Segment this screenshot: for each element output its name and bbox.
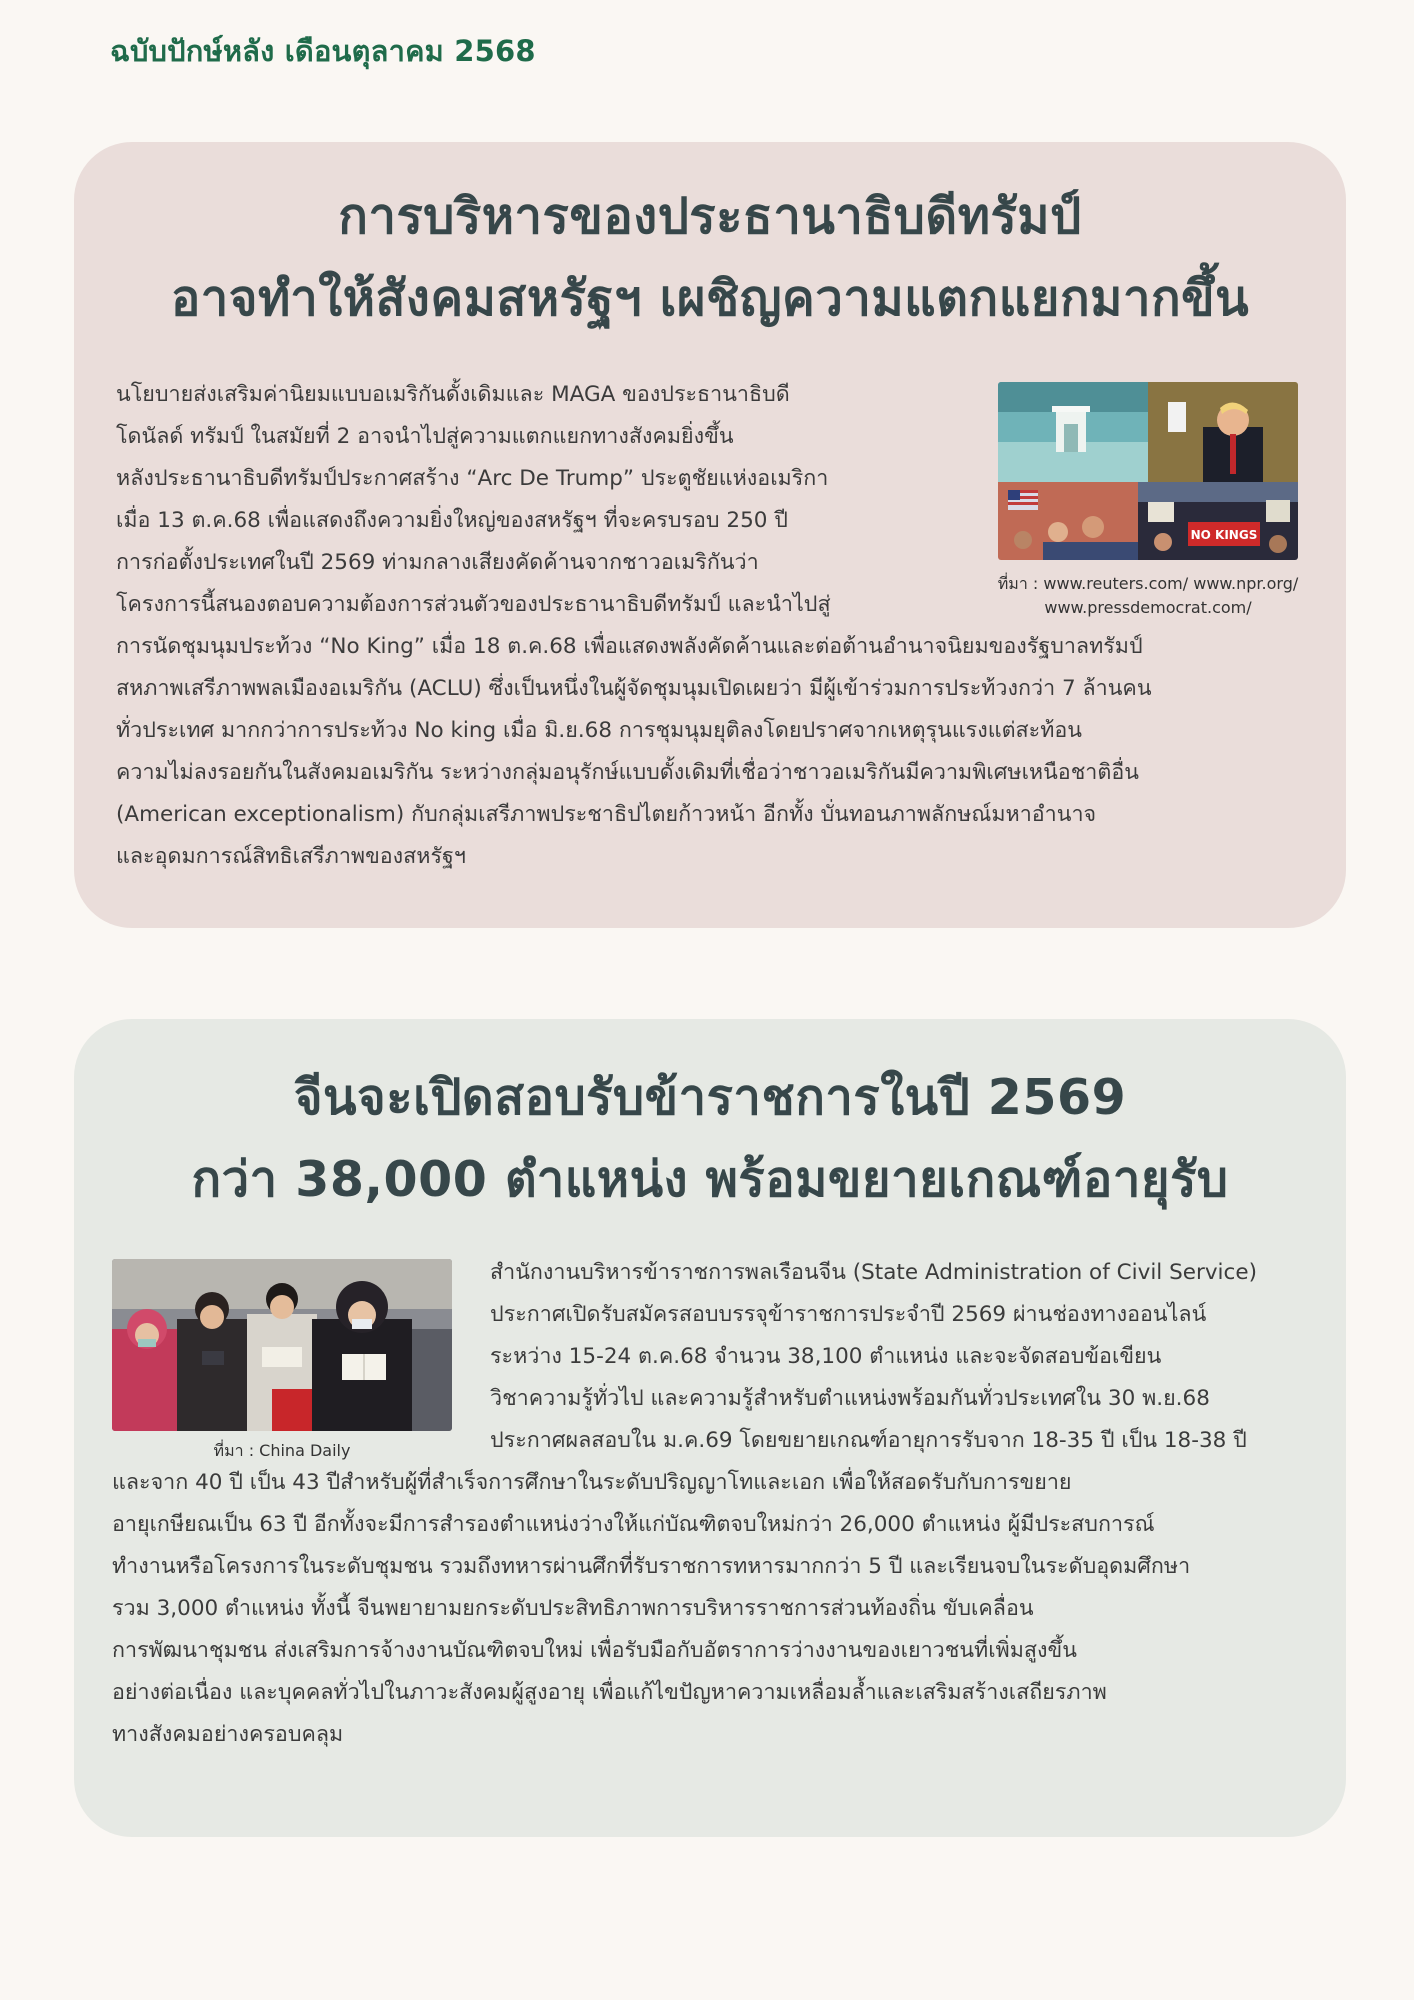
caption-line-1: ที่มา : www.reuters.com/ www.npr.org/ xyxy=(997,574,1299,593)
article-photo-collage xyxy=(998,382,1298,560)
body-line: รวม 3,000 ตำแหน่ง ทั้งนี้ จีนพยายามยกระดับประสิทธิภาพการบริหารราชการส่วนท้องถิ่น ขับเคลื่อน xyxy=(112,1596,1034,1621)
body-line: ทั่วประเทศ มากกว่าการประท้วง No king เมื่อ มิ.ย.68 การชุมนุมยุติลงโดยปราศจากเหตุรุนแรงแต่สะท้อน xyxy=(116,718,1082,743)
photo-sign-text: NO KINGS xyxy=(1190,528,1258,542)
body-line: โดนัลด์ ทรัมป์ ในสมัยที่ 2 อาจนำไปสู่ความแตกแยกทางสังคมยิ่งขึ้น xyxy=(116,424,734,449)
photo-caption xyxy=(974,572,1322,620)
photo-collage-image xyxy=(998,382,1298,560)
headline-line-2: กว่า 38,000 ตำแหน่ง พร้อมขยายเกณฑ์อายุรับ xyxy=(191,1151,1229,1208)
body-line: สำนักงานบริหารข้าราชการพลเรือนจีน (State Administration of Civil Service) xyxy=(490,1260,1257,1285)
body-line: สหภาพเสรีภาพพลเมืองอเมริกัน (ACLU) ซึ่งเป็นหนึ่งในผู้จัดชุมนุมเปิดเผยว่า มีผู้เข้าร่วมการประท้วงกว่า 7 ล้านคน xyxy=(116,676,1152,701)
body-line: ประกาศเปิดรับสมัครสอบบรรจุข้าราชการประจำปี 2569 ผ่านช่องทางออนไลน์ xyxy=(490,1302,1207,1327)
body-line: การก่อตั้งประเทศในปี 2569 ท่ามกลางเสียงคัดค้านจากชาวอเมริกันว่า xyxy=(116,550,759,575)
headline-line-1: การบริหารของประธานาธิบดีทรัมป์ xyxy=(338,188,1082,245)
article-card-trump xyxy=(74,142,1346,928)
article-card-china xyxy=(74,1019,1346,1837)
body-line: (American exceptionalism) กับกลุ่มเสรีภาพประชาธิปไตยก้าวหน้า อีกทั้ง บั่นทอนภาพลักษณ์มหาอำนาจ xyxy=(116,802,1097,827)
body-line: ความไม่ลงรอยกันในสังคมอเมริกัน ระหว่างกลุ่มอนุรักษ์แบบดั้งเดิมที่เชื่อว่าชาวอเมริกันมีความพิเศษเหนือชาติอื่น xyxy=(116,760,1139,785)
body-line: เมื่อ 13 ต.ค.68 เพื่อแสดงถึงความยิ่งใหญ่ของสหรัฐฯ ที่จะครบรอบ 250 ปี xyxy=(116,508,788,533)
body-line: ทางสังคมอย่างครอบคลุม xyxy=(112,1722,344,1747)
body-line: และอุดมการณ์สิทธิเสรีภาพของสหรัฐฯ xyxy=(116,844,466,869)
body-line: และจาก 40 ปี เป็น 43 ปีสำหรับผู้ที่สำเร็จการศึกษาในระดับปริญญาโทและเอก เพื่อให้สอดรับกับการขยาย xyxy=(112,1470,1072,1495)
body-line: ประกาศผลสอบใน ม.ค.69 โดยขยายเกณฑ์อายุการรับจาก 18-35 ปี เป็น 18-38 ปี xyxy=(490,1428,1247,1453)
body-line: โครงการนี้สนองตอบความต้องการส่วนตัวของประธานาธิบดีทรัมป์ และนำไปสู่ xyxy=(116,592,831,617)
body-line: หลังประธานาธิบดีทรัมป์ประกาศสร้าง “Arc De Trump” ประตูชัยแห่งอเมริกา xyxy=(116,466,829,491)
caption-line-2: www.pressdemocrat.com/ xyxy=(1044,598,1252,617)
issue-label: ฉบับปักษ์หลัง เดือนตุลาคม 2568 xyxy=(110,34,536,68)
body-line: นโยบายส่งเสริมค่านิยมแบบอเมริกันดั้งเดิมและ MAGA ของประธานาธิบดี xyxy=(116,382,790,407)
body-line: ระหว่าง 15-24 ต.ค.68 จำนวน 38,100 ตำแหน่ง และจะจัดสอบข้อเขียน xyxy=(490,1344,1162,1369)
photo-caption: ที่มา : China Daily xyxy=(213,1441,351,1460)
article-headline xyxy=(74,176,1346,340)
headline-line-1: จีนจะเปิดสอบรับข้าราชการในปี 2569 xyxy=(293,1069,1127,1126)
article-photo-exam-candidates xyxy=(112,1259,452,1431)
body-line: ทำงานหรือโครงการในระดับชุมชน รวมถึงทหารผ่านศึกที่รับราชการทหารมากกว่า 5 ปี และเรียนจบในระดับอุดมศึกษา xyxy=(112,1554,1191,1579)
body-line: อายุเกษียณเป็น 63 ปี อีกทั้งจะมีการสำรองตำแหน่งว่างให้แก่บัณฑิตจบใหม่กว่า 26,000 ตำแหน่ง ผู้มีประสบการณ์ xyxy=(112,1512,1155,1537)
headline-line-2: อาจทำให้สังคมสหรัฐฯ เผชิญความแตกแยกมากขึ้น xyxy=(170,270,1250,327)
exam-candidates-image xyxy=(112,1259,452,1431)
body-line: การพัฒนาชุมชน ส่งเสริมการจ้างงานบัณฑิตจบใหม่ เพื่อรับมือกับอัตราการว่างงานของเยาวชนที่เพิ่มสูงขึ้น xyxy=(112,1638,1077,1663)
body-line: การนัดชุมนุมประท้วง “No King” เมื่อ 18 ต.ค.68 เพื่อแสดงพลังคัดค้านและต่อต้านอำนาจนิยมของรัฐบาลทรัมป์ xyxy=(116,634,1143,659)
body-line: อย่างต่อเนื่อง และบุคคลทั่วไปในภาวะสังคมผู้สูงอายุ เพื่อแก้ไขปัญหาความเหลื่อมล้ำและเสริมสร้างเสถียรภาพ xyxy=(112,1680,1107,1705)
body-line: วิชาความรู้ทั่วไป และความรู้สำหรับตำแหน่งพร้อมกันทั่วประเทศใน 30 พ.ย.68 xyxy=(490,1386,1210,1411)
article-headline xyxy=(74,1057,1346,1221)
